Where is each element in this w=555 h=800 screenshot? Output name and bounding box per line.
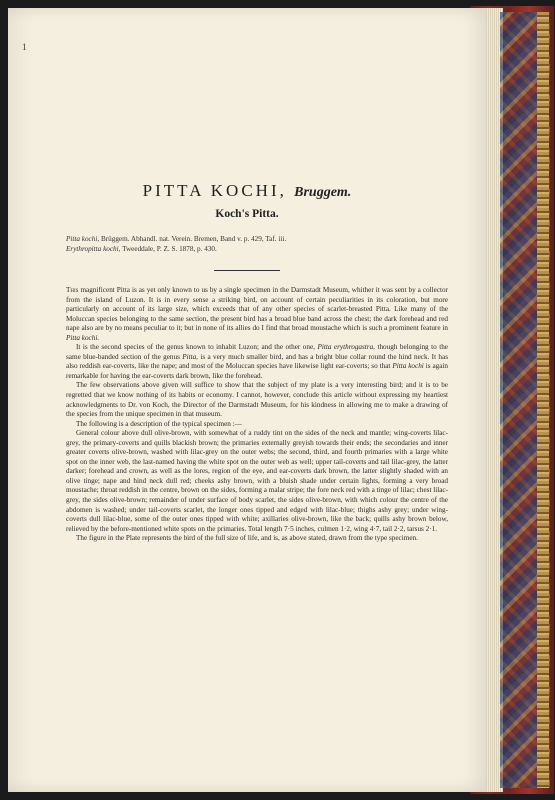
- reference-name: Pitta kochi,: [66, 235, 100, 243]
- reference-line: [66, 244, 446, 254]
- book-page: [8, 8, 486, 792]
- paragraph-italic: Pitta,: [182, 352, 198, 361]
- reference-text: Brüggem. Abhandl. nat. Verein. Bremen, Band v. p. 429, Taf. iii.: [99, 235, 287, 243]
- paragraph: The figure in the Plate represents the bird of the full size of life, and is, as above stated, drawn from the type specimen.: [76, 534, 418, 543]
- paragraph-italic: Pitta erythrogastra,: [317, 343, 375, 352]
- paragraph-text: though belonging to the same blue-banded section of the genus: [66, 343, 448, 361]
- gilt-edge: [537, 12, 549, 788]
- reference-name: Erythropitta kochi,: [66, 245, 121, 253]
- paragraph-text: is a very much smaller bird, and has a bright blue collar round the hind neck. It has also reddish ear-coverts, like the nape; and most of the Moluccan species have likewise light ear-coverts; so that: [66, 352, 448, 371]
- title-species: PITTA KOCHI,: [142, 181, 287, 200]
- paragraph-italic: Pitta kochi: [392, 362, 424, 371]
- paragraph: [66, 286, 448, 343]
- paragraph: General colour above dull olive-brown, with somewhat of a ruddy tint on the sides of the neck and mantle; wing-coverts lilac-grey, the primary-coverts and quills blackish brown; the primaries externally greyish towards their ends; the secondaries and inner greater coverts olive-brown, washed with lilac-grey on the outer webs; the second, third, and fourth primaries with a large white spot on the inner web, the last-named having the white spot on the outer web as well; upper tail-coverts and tail lilac-grey, the latter darker; forehead and crown, as well as the lores, region of the eye, and ear-coverts dark brown, the latter slightly shaded with an olive tinge; nape and hind neck dull red; cheeks ashy brown, with a bluish shade under certain lights, forming a very broad moustache; throat reddish in the centre, brown on the sides, forming a malar stripe; the fore neck red with a tinge of lilac; chest lilac-grey, the sides olive-brown; remainder of under surface of body scarlet, the sides olive-brown, with which colour the centre of the abdomen is washed; under tail-coverts scarlet, the longer ones tipped and edged with lilac-blue; thighs ashy grey; under wing-coverts dull lilac-blue, some of the outer ones tipped with white; axillaries olive-brown, like the back; quills ashy brown below, relieved by the before-mentioned white spots on the primaries. Total length 7·5 inches, culmen 1·2, wing 4·7, tail 2·2, tarsus 2·1.: [66, 429, 449, 533]
- paragraph-italic: Pitta kochi.: [66, 333, 100, 342]
- paragraph-text: magnificent Pitta is as yet only known to us by a single specimen in the Darmstadt Museum, whither it was sent by a collector from the island of Luzon. It is in every sense a striking bird, on account of certain peculiarities in its coloration, but more particularly on account of its large size, which exceeds that of any other species of scarlet-breasted Pitta. Like many of the Moluccan species belonging to the same section, the present bird has a broad blue band across the chest; the dark forehead and red nape also are by no means peculiar to it; but in none of its allies do I find that broad moustache which is such a prominent feature in: [66, 286, 448, 333]
- reference-text: Tweeddale, P. Z. S. 1878, p. 430.: [120, 245, 217, 253]
- synonymy-references: [66, 234, 446, 254]
- drop-word: This: [66, 286, 79, 294]
- page-number: 1: [22, 42, 27, 52]
- article-body: [66, 286, 448, 544]
- title-author: Bruggem.: [294, 185, 352, 200]
- paragraph-text: It is the second species of the genus known to inhabit Luzon; and the other one,: [76, 343, 318, 352]
- reference-line: [66, 234, 446, 244]
- paragraph-text: is again remarkable for having the ear-coverts dark brown, like the forehead.: [66, 362, 449, 380]
- page-title: [8, 181, 486, 201]
- paragraph: [66, 343, 448, 381]
- paragraph: The few observations above given will suffice to show that the subject of my plate is a very interesting bird; and it is to be regretted that we know nothing of its habits or economy. I cannot, however, conclude this article without expressing my heartiest acknowledgments to Dr. von Koch, the Director of the Darmstadt Museum, for his kindness in allowing me to make a drawing of the species from the unique specimen in that museum.: [66, 381, 448, 419]
- section-divider: [214, 270, 280, 271]
- page-subtitle: Koch's Pitta.: [215, 208, 279, 220]
- paragraph: The following is a description of the typical specimen :—: [76, 419, 242, 428]
